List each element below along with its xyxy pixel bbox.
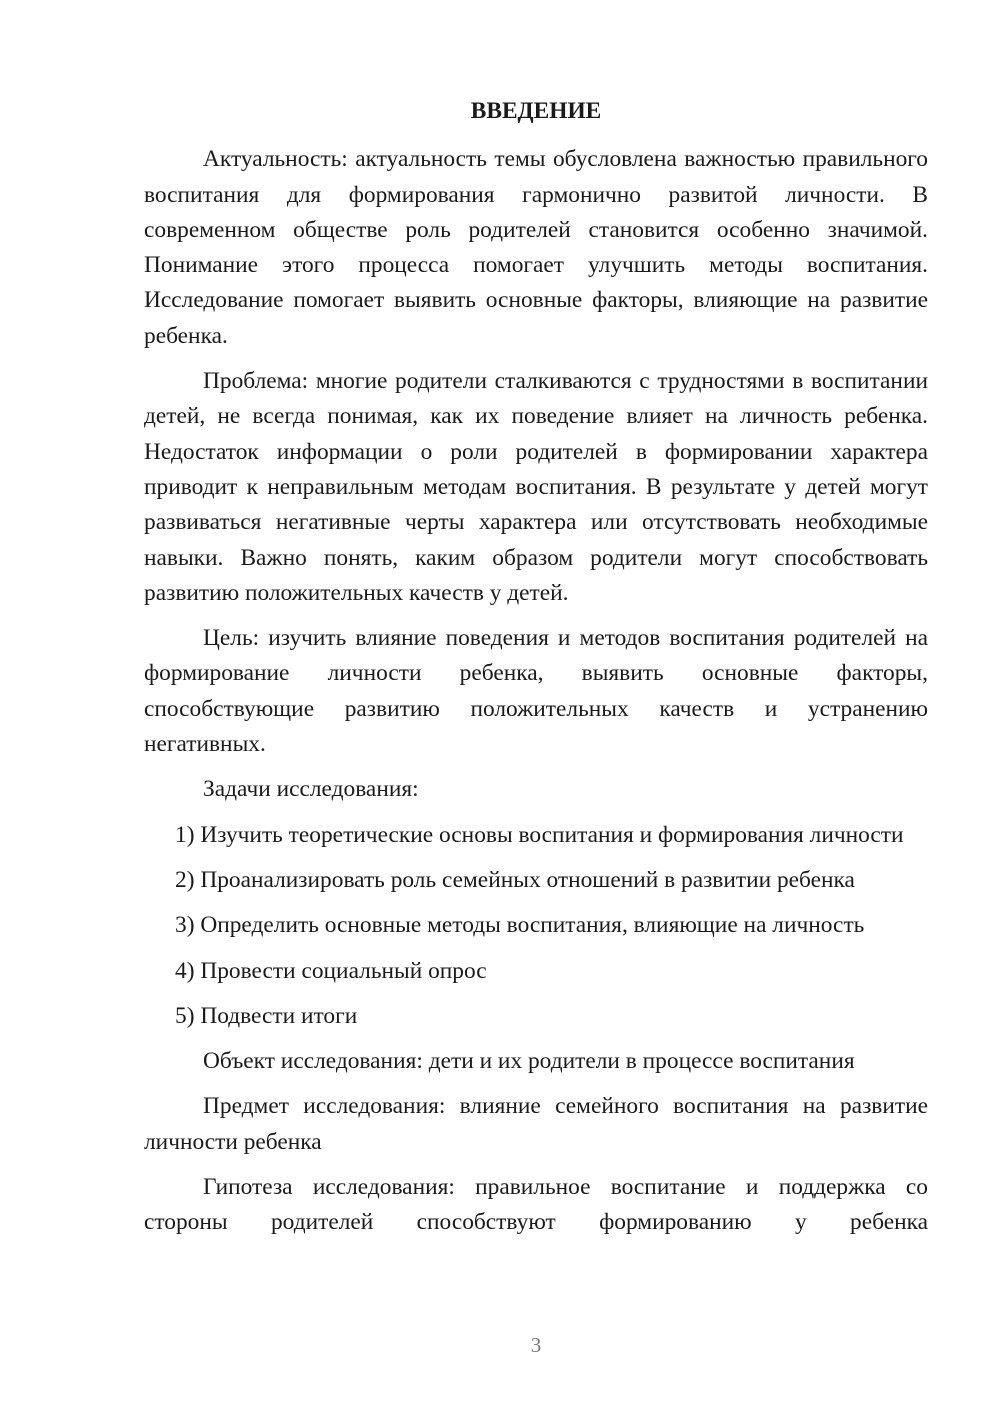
relevance-paragraph: Актуальность: актуальность темы обусловлена важностью правильного воспитания для формирования гармонично развитой личности. В современном обществе роль родителей становится особенно значимой. Понимание этого процесса помогает улучшить методы воспитания. Исследование помогает выявить основные факторы, влияющие на развитие ребенка.	[144, 146, 928, 349]
problem-paragraph: Проблема: многие родители сталкиваются с трудностями в воспитании детей, не всегда понимая, как их поведение влияет на личность ребенка. Недостаток информации о роли родителей в формировании характера приводит к неправильным методам воспитания. В результате у детей могут развиваться негативные черты характера или отсутствовать необходимые навыки. Важно понять, каким образом родители могут способствовать развитию положительных качеств у детей.	[144, 368, 928, 606]
page-number: 3	[530, 1333, 542, 1357]
task-item: 5) Подвести итоги	[175, 1002, 358, 1029]
page-title: ВВЕДЕНИЕ	[470, 98, 602, 124]
task-item: 4) Провести социальный опрос	[175, 957, 487, 984]
subject-paragraph: Предмет исследования: влияние семейного воспитания на развитие личности ребенка	[144, 1093, 928, 1155]
tasks-heading: Задачи исследования:	[203, 776, 419, 803]
task-item: 2) Проанализировать роль семейных отношений в развитии ребенка	[175, 866, 855, 893]
page-content	[144, 94, 928, 1251]
goal-paragraph: Цель: изучить влияние поведения и методов воспитания родителей на формирование личности ребенка, выявить основные факторы, способствующие развитию положительных качеств и устранению негативных.	[144, 625, 928, 758]
object-paragraph: Объект исследования: дети и их родители в процессе воспитания	[203, 1048, 855, 1075]
task-item: 1) Изучить теоретические основы воспитания и формирования личности	[175, 821, 904, 848]
task-item: 3) Определить основные методы воспитания, влияющие на личность	[175, 912, 865, 939]
hypothesis-paragraph: Гипотеза исследования: правильное воспитание и поддержка со стороны родителей способствуют формированию у ребенка	[144, 1174, 928, 1236]
